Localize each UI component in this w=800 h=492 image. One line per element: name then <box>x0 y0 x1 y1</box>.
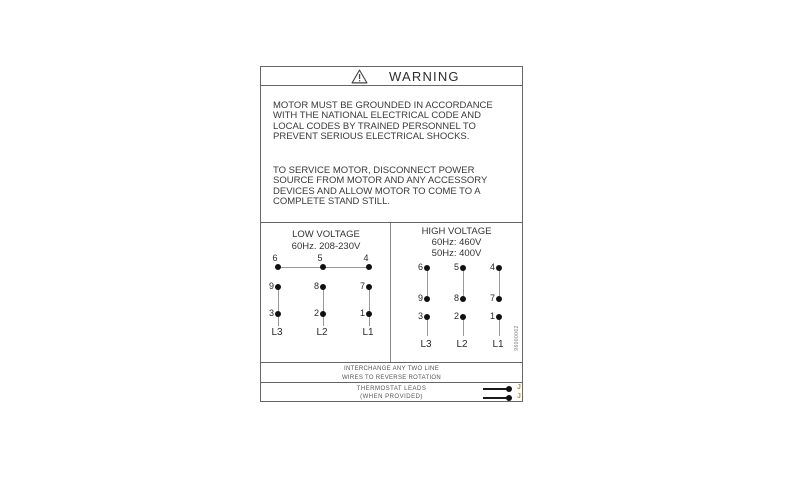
terminal-4-dot <box>496 265 502 271</box>
thermostat-row <box>261 383 522 401</box>
terminal-4-label: 4 <box>489 262 495 272</box>
high-voltage-subtitle-60hz: 60Hz: 460V <box>431 237 482 248</box>
terminal-9-dot <box>424 296 430 302</box>
warning-header <box>261 67 522 86</box>
terminal-2-dot <box>460 314 466 320</box>
motor-wiring-warning-label <box>260 66 523 402</box>
terminal-7-dot <box>366 284 372 290</box>
wire-line-L3 <box>278 287 279 326</box>
terminal-3-dot <box>424 314 430 320</box>
service-line: COMPLETE STAND STILL. <box>273 196 391 208</box>
terminal-4-label: 4 <box>363 253 369 263</box>
lead-wire-line <box>483 388 508 390</box>
terminal-8-label: 8 <box>453 293 459 303</box>
wiring-diagrams-section <box>261 222 522 363</box>
thermostat-leads-text: THERMOSTAT LEADS <box>356 385 427 392</box>
grounding-line: PREVENT SERIOUS ELECTRICAL SHOCKS. <box>273 131 470 143</box>
grounding-line: WITH THE NATIONAL ELECTRICAL CODE AND <box>273 110 481 122</box>
terminal-8-label: 8 <box>313 281 319 291</box>
rotation-note-row <box>261 363 522 383</box>
line-lead-L1-label: L1 <box>362 327 374 338</box>
grounding-line: LOCAL CODES BY TRAINED PERSONNEL TO <box>273 120 476 132</box>
terminal-1-label: 1 <box>489 311 495 321</box>
terminal-2-label: 2 <box>313 308 319 318</box>
service-line: TO SERVICE MOTOR, DISCONNECT POWER <box>273 165 475 176</box>
service-line: SOURCE FROM MOTOR AND ANY ACCESSORY <box>273 175 488 187</box>
thermostat-lead-symbol <box>483 394 523 402</box>
grounding-line: MOTOR MUST BE GROUNDED IN ACCORDANCE <box>273 100 493 111</box>
terminal-8-dot <box>460 296 466 302</box>
terminal-5-dot <box>460 265 466 271</box>
service-line: DEVICES AND ALLOW MOTOR TO COME TO A <box>273 185 481 197</box>
terminal-7-label: 7 <box>489 293 495 303</box>
lead-terminal-dot <box>506 386 512 392</box>
terminal-9-label: 9 <box>268 281 274 291</box>
part-number-vertical: 96000062 <box>514 325 520 351</box>
line-lead-L3-label: L3 <box>271 327 283 338</box>
wire-line-L3 <box>427 268 428 299</box>
line-lead-L2-label: L2 <box>316 327 328 338</box>
terminal-5-label: 5 <box>317 253 323 263</box>
line-lead-L2-label: L2 <box>456 339 468 350</box>
high-voltage-title: HIGH VOLTAGE <box>421 226 492 237</box>
terminal-1-dot <box>366 311 372 317</box>
terminal-5-label: 5 <box>453 262 459 272</box>
grounding-paragraph <box>273 101 493 143</box>
wire-line-L2 <box>323 287 324 326</box>
terminal-7-dot <box>496 296 502 302</box>
thermostat-provided-text: (WHEN PROVIDED) <box>360 394 423 400</box>
jack-label: J <box>517 384 521 391</box>
terminal-9-label: 9 <box>417 293 423 303</box>
terminal-3-label: 3 <box>268 308 274 318</box>
rotation-note-line2: WIRES TO REVERSE ROTATION <box>341 374 442 381</box>
wire-line-L1 <box>499 268 500 299</box>
wire-line-L1 <box>369 287 370 326</box>
warning-title: WARNING <box>389 69 460 84</box>
low-voltage-title: LOW VOLTAGE <box>292 229 360 240</box>
high-voltage-subtitle-50hz: 50Hz: 400V <box>431 248 482 259</box>
terminal-2-label: 2 <box>453 311 459 321</box>
wire-line-L2 <box>463 268 464 299</box>
warning-triangle-icon <box>351 69 368 84</box>
terminal-1-label: 1 <box>359 308 365 318</box>
terminal-6-label: 6 <box>417 262 423 272</box>
lead-terminal-dot <box>506 395 512 401</box>
terminal-6-dot <box>424 265 430 271</box>
lead-wire-line <box>483 397 508 399</box>
terminal-3-dot <box>275 311 281 317</box>
line-lead-L3-label: L3 <box>420 339 432 350</box>
rotation-note-line1: INTERCHANGE ANY TWO LINE <box>344 366 439 372</box>
terminal-5-dot <box>320 264 326 270</box>
terminal-8-dot <box>320 284 326 290</box>
terminal-7-label: 7 <box>359 281 365 291</box>
terminal-1-dot <box>496 314 502 320</box>
terminal-4-dot <box>366 264 372 270</box>
terminal-6-label: 6 <box>272 253 278 263</box>
terminal-3-label: 3 <box>417 311 423 321</box>
terminal-6-dot <box>275 264 281 270</box>
low-voltage-subtitle: 60Hz. 208-230V <box>291 241 361 252</box>
service-paragraph <box>273 166 487 208</box>
thermostat-lead-symbol <box>483 385 523 393</box>
terminal-9-dot <box>275 284 281 290</box>
terminal-2-dot <box>320 311 326 317</box>
line-lead-L1-label: L1 <box>492 339 504 350</box>
jack-label: J <box>517 393 521 400</box>
